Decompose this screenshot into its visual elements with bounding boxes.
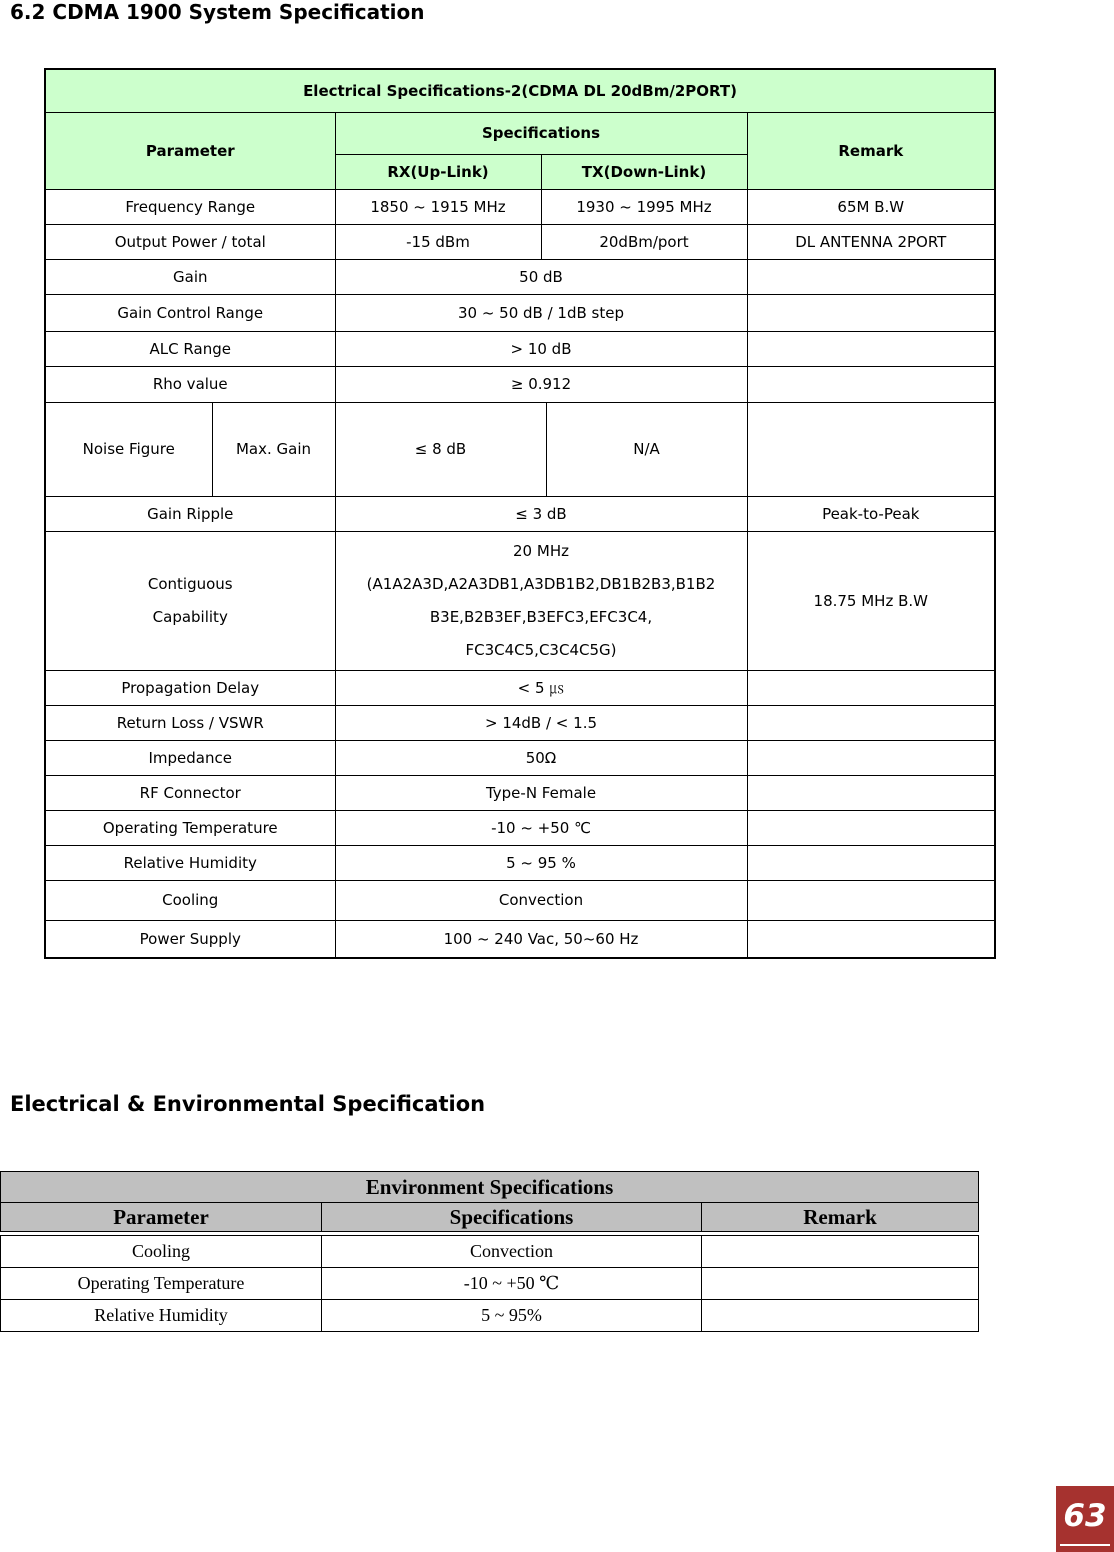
spec-cell: Type-N Female xyxy=(335,775,747,810)
table-row xyxy=(45,920,995,958)
param-cell: Relative Humidity xyxy=(1,1300,322,1332)
param-cell: Operating Temperature xyxy=(1,1268,322,1300)
param-cell: Operating Temperature xyxy=(45,810,335,845)
spec-line: FC3C4C5,C3C4C5G) xyxy=(465,640,617,659)
remark-cell xyxy=(747,705,995,740)
section-title: 6.2 CDMA 1900 System Specification xyxy=(10,0,425,24)
table-caption: Electrical Specifications-2(CDMA DL 20dBm/2PORT) xyxy=(45,69,995,112)
table-row xyxy=(45,402,995,496)
table-row xyxy=(1,1300,979,1332)
remark-cell: Peak-to-Peak xyxy=(747,496,995,531)
remark-cell xyxy=(747,920,995,958)
tx-cell: 1930 ~ 1995 MHz xyxy=(541,189,747,224)
header-specifications: Specifications xyxy=(335,112,747,154)
header-parameter: Parameter xyxy=(45,112,335,189)
table-row xyxy=(45,775,995,810)
sub-param-cell: Max. Gain xyxy=(212,402,335,496)
param-cell: Relative Humidity xyxy=(45,845,335,880)
param-cell: RF Connector xyxy=(45,775,335,810)
rx-cell: 1850 ~ 1915 MHz xyxy=(335,189,541,224)
spec-cell: 30 ~ 50 dB / 1dB step xyxy=(335,294,747,331)
rx-cell: -15 dBm xyxy=(335,224,541,259)
table-row xyxy=(45,810,995,845)
table-row xyxy=(45,294,995,331)
param-cell: Propagation Delay xyxy=(45,670,335,705)
spec-cell: 50 dB xyxy=(335,259,747,294)
table-row xyxy=(45,670,995,705)
table-row xyxy=(45,331,995,366)
page-number-badge: 63 xyxy=(1056,1486,1114,1552)
param-cell: Output Power / total xyxy=(45,224,335,259)
table-row xyxy=(45,366,995,402)
remark-cell: 18.75 MHz B.W xyxy=(747,531,995,670)
header-remark: Remark xyxy=(702,1203,979,1232)
remark-cell xyxy=(747,740,995,775)
remark-cell xyxy=(747,294,995,331)
spec-cell: -10 ~ +50 ℃ xyxy=(335,810,747,845)
param-cell: Impedance xyxy=(45,740,335,775)
remark-cell: 65M B.W xyxy=(747,189,995,224)
header-parameter: Parameter xyxy=(1,1203,322,1232)
spec-cell: 5 ~ 95% xyxy=(322,1300,702,1332)
remark-cell xyxy=(747,366,995,402)
param-cell: Cooling xyxy=(1,1236,322,1268)
table-row xyxy=(45,705,995,740)
table-row xyxy=(1,1268,979,1300)
param-cell: ALC Range xyxy=(45,331,335,366)
param-cell: Noise Figure xyxy=(45,402,212,496)
remark-cell xyxy=(747,331,995,366)
table-row xyxy=(45,259,995,294)
environment-spec-table xyxy=(0,1171,979,1332)
header-rx: RX(Up-Link) xyxy=(335,154,541,189)
param-cell: Return Loss / VSWR xyxy=(45,705,335,740)
remark-cell xyxy=(747,670,995,705)
spec-cell: 50Ω xyxy=(335,740,747,775)
table-row xyxy=(45,496,995,531)
spec-cell: Convection xyxy=(322,1236,702,1268)
spec-cell: -10 ~ +50 ℃ xyxy=(322,1268,702,1300)
remark-cell xyxy=(702,1236,979,1268)
electrical-spec-table xyxy=(44,68,996,959)
remark-cell xyxy=(747,775,995,810)
rx-cell: ≤ 8 dB xyxy=(335,402,546,496)
section-title: Electrical & Environmental Specification xyxy=(10,1092,486,1116)
spec-cell: 100 ~ 240 Vac, 50~60 Hz xyxy=(335,920,747,958)
table-row xyxy=(45,531,995,670)
param-cell: Power Supply xyxy=(45,920,335,958)
table-row xyxy=(45,740,995,775)
table-caption: Environment Specifications xyxy=(1,1172,979,1203)
param-cell: Gain Ripple xyxy=(45,496,335,531)
remark-cell xyxy=(702,1268,979,1300)
param-line: Contiguous xyxy=(147,574,233,593)
param-cell: Frequency Range xyxy=(45,189,335,224)
spec-cell: 5 ~ 95 % xyxy=(335,845,747,880)
spec-cell: < 5 ㎲ xyxy=(335,670,747,705)
remark-cell xyxy=(747,880,995,920)
param-cell: Cooling xyxy=(45,880,335,920)
param-cell xyxy=(45,531,335,670)
remark-cell xyxy=(702,1300,979,1332)
param-cell: Gain xyxy=(45,259,335,294)
remark-cell: DL ANTENNA 2PORT xyxy=(747,224,995,259)
header-tx: TX(Down-Link) xyxy=(541,154,747,189)
tx-cell: 20dBm/port xyxy=(541,224,747,259)
param-line: Capability xyxy=(152,607,228,626)
table-row xyxy=(45,880,995,920)
table-row xyxy=(45,224,995,259)
remark-cell xyxy=(747,259,995,294)
spec-cell xyxy=(335,531,747,670)
remark-cell xyxy=(747,810,995,845)
spec-cell: ≥ 0.912 xyxy=(335,366,747,402)
param-cell: Rho value xyxy=(45,366,335,402)
spec-cell: > 10 dB xyxy=(335,331,747,366)
remark-cell xyxy=(747,402,995,496)
table-row xyxy=(45,845,995,880)
header-specifications: Specifications xyxy=(322,1203,702,1232)
spec-line: 20 MHz xyxy=(513,541,569,560)
spec-line: (A1A2A3D,A2A3DB1,A3DB1B2,DB1B2B3,B1B2 xyxy=(366,574,716,593)
spec-line: B3E,B2B3EF,B3EFC3,EFC3C4, xyxy=(429,607,653,626)
spec-cell: > 14dB / < 1.5 xyxy=(335,705,747,740)
tx-cell: N/A xyxy=(546,402,747,496)
table-row xyxy=(1,1236,979,1268)
header-remark: Remark xyxy=(747,112,995,189)
table-row xyxy=(45,189,995,224)
spec-cell: Convection xyxy=(335,880,747,920)
remark-cell xyxy=(747,845,995,880)
param-cell: Gain Control Range xyxy=(45,294,335,331)
spec-cell: ≤ 3 dB xyxy=(335,496,747,531)
